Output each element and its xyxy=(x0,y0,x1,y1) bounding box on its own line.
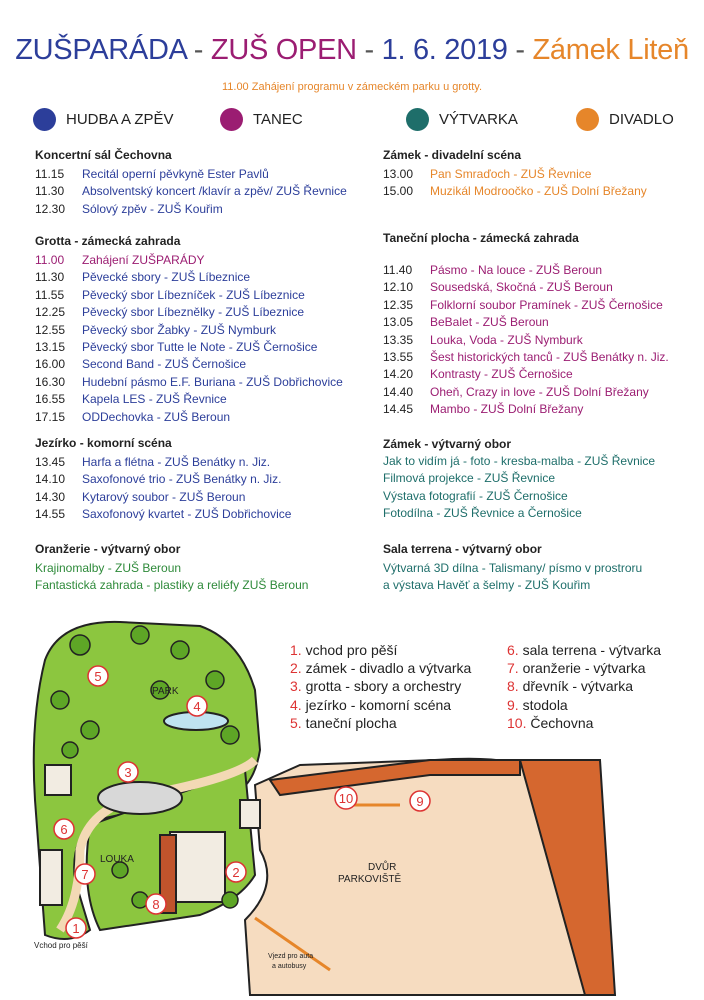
time: 16.55 xyxy=(35,392,66,407)
time: 14.45 xyxy=(383,402,414,417)
marker-4: 4 xyxy=(193,699,201,714)
section-divadelni-scena xyxy=(383,148,647,201)
schedule-row xyxy=(35,201,347,218)
car-entrance-label: Vjezd pro auta xyxy=(268,953,314,960)
section-heading: Koncertní sál Čechovna xyxy=(35,148,172,162)
schedule-row xyxy=(383,314,669,331)
event: Folklorní soubor Pramínek - ZUŠ Černošice xyxy=(430,297,663,312)
event: Recitál operní pěvkyně Ester Pavlů xyxy=(82,167,269,181)
tree xyxy=(70,635,90,655)
map-legend-text: vchod pro pěší xyxy=(305,642,398,658)
time: 14.10 xyxy=(35,472,66,487)
event: Pan Smraďoch - ZUŠ Řevnice xyxy=(430,167,592,181)
exhibit-line: Fantastická zahrada - plastiky a reliéfy ZUŠ Beroun xyxy=(35,578,309,593)
map-legend-num: 5. xyxy=(290,714,302,731)
section-heading: Sala terrena - výtvarný obor xyxy=(383,542,542,556)
section-oranzerie xyxy=(35,542,308,595)
title-venue: Zámek Liteň xyxy=(532,34,689,66)
legend-dot-teal xyxy=(406,108,429,131)
legend-tanec xyxy=(220,108,303,131)
event: Saxofonové trio - ZUŠ Benátky n. Jiz. xyxy=(82,472,282,487)
event: Pěvecký sbor Líbezníček - ZUŠ Líbeznice xyxy=(82,287,305,302)
sala-terrena-building xyxy=(45,765,71,795)
schedule-row xyxy=(383,279,669,296)
section-heading: Jezírko - komorní scéna xyxy=(35,436,172,450)
map-legend-text: oranžerie - výtvarka xyxy=(522,660,646,677)
map-legend-num: 7. xyxy=(507,660,519,677)
schedule-row xyxy=(383,183,647,200)
grotta xyxy=(98,782,182,814)
bus-entrance-label: a autobusy xyxy=(272,963,307,970)
event: ODDechovka - ZUŠ Beroun xyxy=(82,409,231,424)
castle-map xyxy=(0,600,704,1000)
map-legend-num: 1. xyxy=(290,642,302,658)
schedule-row xyxy=(35,409,343,426)
event: Pěvecký sbor Líbeznělky - ZUŠ Líbeznice xyxy=(82,305,305,320)
section-heading: Grotta - zámecká zahrada xyxy=(35,234,181,248)
title-separator: - xyxy=(356,34,382,66)
schedule-row xyxy=(35,287,343,304)
map-legend-num: 6. xyxy=(507,642,519,658)
event: Absolventský koncert /klavír a zpěv/ ZUŠ Řevnice xyxy=(82,184,347,199)
marker-8: 8 xyxy=(152,897,160,912)
map-legend-text: sala terrena - výtvarka xyxy=(522,642,662,658)
legend-dot-orange xyxy=(576,108,599,131)
marker-5: 5 xyxy=(94,669,102,684)
time: 12.35 xyxy=(383,297,414,312)
tree xyxy=(206,671,224,689)
time: 14.55 xyxy=(35,507,66,522)
time: 13.00 xyxy=(383,167,414,181)
exhibit-line: Výstava fotografií - ZUŠ Černošice xyxy=(383,488,568,503)
marker-7: 7 xyxy=(81,867,89,882)
event: Šest historických tanců - ZUŠ Benátky n. Jiz. xyxy=(430,350,669,365)
marker-9: 9 xyxy=(416,794,424,809)
section-vytvarny-obor xyxy=(383,437,655,523)
time: 12.55 xyxy=(35,322,66,337)
time: 11.30 xyxy=(35,270,65,285)
tree xyxy=(131,626,149,644)
schedule-row xyxy=(35,183,347,200)
event: Zahájení ZUŠPARÁDY xyxy=(82,253,205,267)
time: 12.25 xyxy=(35,305,66,320)
event: Kontrasty - ZUŠ Černošice xyxy=(430,367,573,382)
time: 11.30 xyxy=(35,184,65,199)
title-separator: - xyxy=(507,34,533,66)
pedestrian-entrance-label: Vchod pro pěší xyxy=(34,941,88,950)
time: 12.30 xyxy=(35,201,66,216)
marker-3: 3 xyxy=(124,765,132,780)
tree xyxy=(51,691,69,709)
page-subtitle: 11.00 Zahájení programu v zámeckém parku u grotty. xyxy=(221,81,483,93)
schedule-row xyxy=(35,166,347,183)
schedule-row xyxy=(35,356,343,373)
schedule-row xyxy=(383,401,669,418)
event: Pěvecký sbor Tutte le Note - ZUŠ Černošice xyxy=(82,340,318,355)
map-legend-num: 9. xyxy=(507,696,519,713)
schedule-row xyxy=(35,454,291,471)
schedule-row xyxy=(35,506,291,523)
legend-dot-blue xyxy=(33,108,56,131)
map-legend-text: Čechovna xyxy=(530,714,594,731)
schedule-row xyxy=(35,252,343,269)
schedule-row xyxy=(383,262,669,279)
time: 13.05 xyxy=(383,315,414,330)
schedule-row xyxy=(35,339,343,356)
chateau xyxy=(170,832,225,902)
exhibit-line: Jak to vidím já - foto - kresba-malba - ZUŠ Řevnice xyxy=(383,454,656,468)
legend-divadlo xyxy=(576,108,674,131)
schedule-row xyxy=(35,322,343,339)
event: Second Band - ZUŠ Černošice xyxy=(82,357,247,372)
map-legend-text: dřevník - výtvarka xyxy=(522,678,634,695)
map-legend-text: stodola xyxy=(522,696,568,713)
event: Sólový zpěv - ZUŠ Kouřim xyxy=(82,201,223,216)
legend-label: DIVADLO xyxy=(609,111,674,128)
cechovna-building xyxy=(240,800,260,828)
schedule-row xyxy=(383,366,669,383)
oranzerie-building xyxy=(40,850,62,905)
exhibit-line: a výstava Havěť a šelmy - ZUŠ Kouřim xyxy=(383,578,591,593)
schedule-row xyxy=(383,384,669,401)
time: 11.55 xyxy=(35,287,65,302)
time: 15.00 xyxy=(383,184,414,199)
event: Sousedská, Skočná - ZUŠ Beroun xyxy=(430,280,613,295)
schedule-row xyxy=(35,489,291,506)
map-legend-num: 8. xyxy=(507,678,519,695)
time: 14.30 xyxy=(35,489,66,504)
time: 14.40 xyxy=(383,384,414,399)
park-label: PARK xyxy=(152,686,179,697)
event: Louka, Voda - ZUŠ Nymburk xyxy=(430,332,583,347)
time: 12.10 xyxy=(383,280,414,295)
legend-label: HUDBA A ZPĚV xyxy=(66,111,174,128)
section-heading: Zámek - výtvarný obor xyxy=(383,437,512,451)
time: 11.15 xyxy=(35,167,65,181)
time: 13.35 xyxy=(383,332,414,347)
event: Oheň, Crazy in love - ZUŠ Dolní Břežany xyxy=(430,384,649,399)
map-legend-num: 10. xyxy=(507,714,527,731)
schedule-row xyxy=(35,471,291,488)
section-heading: Taneční plocha - zámecká zahrada xyxy=(383,231,579,245)
event: Harfa a flétna - ZUŠ Benátky n. Jiz. xyxy=(82,455,271,469)
event: Saxofonový kvartet - ZUŠ Dobřichovice xyxy=(82,507,292,522)
map-legend-num: 4. xyxy=(290,696,302,713)
time: 16.30 xyxy=(35,374,66,389)
event: Kytarový soubor - ZUŠ Beroun xyxy=(82,489,246,504)
exhibit-line: Filmová projekce - ZUŠ Řevnice xyxy=(383,471,556,486)
map-legend-text: taneční plocha xyxy=(305,714,397,731)
time: 14.20 xyxy=(383,367,414,382)
section-sala-terrena xyxy=(383,542,642,595)
marker-10: 10 xyxy=(338,791,354,806)
dvur-label: DVŮR xyxy=(368,862,397,873)
event: Hudební pásmo E.F. Buriana - ZUŠ Dobřichovice xyxy=(82,374,343,389)
time: 13.55 xyxy=(383,350,414,365)
time: 16.00 xyxy=(35,357,66,372)
title-zusparada: ZUŠPARÁDA xyxy=(15,34,187,66)
time: 17.15 xyxy=(35,409,66,424)
schedule-row xyxy=(383,332,669,349)
event: Kapela LES - ZUŠ Řevnice xyxy=(82,392,227,407)
marker-2: 2 xyxy=(232,865,240,880)
time: 11.40 xyxy=(383,263,413,277)
schedule-row xyxy=(35,304,343,321)
tree xyxy=(81,721,99,739)
title-zus-open: ZUŠ OPEN xyxy=(210,34,357,66)
exhibit-line: Výtvarná 3D dílna - Talismany/ písmo v prostroru xyxy=(383,561,643,575)
time: 13.45 xyxy=(35,455,66,469)
event: Pěvecké sbory - ZUŠ Líbeznice xyxy=(82,270,251,285)
parkoviste-label: PARKOVIŠTĚ xyxy=(338,874,402,885)
schedule-row xyxy=(383,297,669,314)
section-heading: Oranžerie - výtvarný obor xyxy=(35,542,181,556)
schedule-row xyxy=(35,374,343,391)
event: Pásmo - Na louce - ZUŠ Beroun xyxy=(430,263,603,277)
exhibit-line: Krajinomalby - ZUŠ Beroun xyxy=(35,561,182,575)
section-heading: Zámek - divadelní scéna xyxy=(383,148,522,162)
marker-1: 1 xyxy=(72,921,80,936)
title-date: 1. 6. 2019 xyxy=(381,34,508,66)
schedule-row xyxy=(383,349,669,366)
section-jezirko xyxy=(35,436,291,524)
event: Mambo - ZUŠ Dolní Břežany xyxy=(430,402,584,417)
title-separator: - xyxy=(186,34,211,66)
legend-hudba xyxy=(33,108,174,131)
schedule-row xyxy=(35,269,343,286)
exhibit-line: Fotodílna - ZUŠ Řevnice a Černošice xyxy=(383,506,582,521)
section-tanecni-plocha xyxy=(383,231,669,419)
event: Muzikál Modroočko - ZUŠ Dolní Břežany xyxy=(430,184,647,199)
tree xyxy=(221,726,239,744)
section-koncertni-sal xyxy=(35,148,347,218)
map-legend-text: jezírko - komorní scéna xyxy=(305,696,452,713)
legend-label: TANEC xyxy=(253,111,303,128)
map-legend-num: 3. xyxy=(290,678,302,695)
legend-vytvarka xyxy=(406,108,518,131)
time: 13.15 xyxy=(35,340,66,355)
map-legend-num: 2. xyxy=(290,660,302,677)
louka-label: LOUKA xyxy=(100,854,134,865)
tree xyxy=(222,892,238,908)
legend-label: VÝTVARKA xyxy=(439,111,518,128)
event: BeBalet - ZUŠ Beroun xyxy=(430,315,549,330)
page-title xyxy=(0,34,704,67)
section-grotta xyxy=(35,234,343,426)
tree xyxy=(62,742,78,758)
time: 11.00 xyxy=(35,253,65,267)
tree xyxy=(171,641,189,659)
schedule-row xyxy=(383,166,647,183)
map-legend-text: zámek - divadlo a výtvarka xyxy=(305,660,472,677)
legend-dot-purple xyxy=(220,108,243,131)
map-legend-text: grotta - sbory a orchestry xyxy=(305,678,462,695)
marker-6: 6 xyxy=(60,822,68,837)
event: Pěvecký sbor Žabky - ZUŠ Nymburk xyxy=(82,322,277,337)
schedule-row xyxy=(35,391,343,408)
